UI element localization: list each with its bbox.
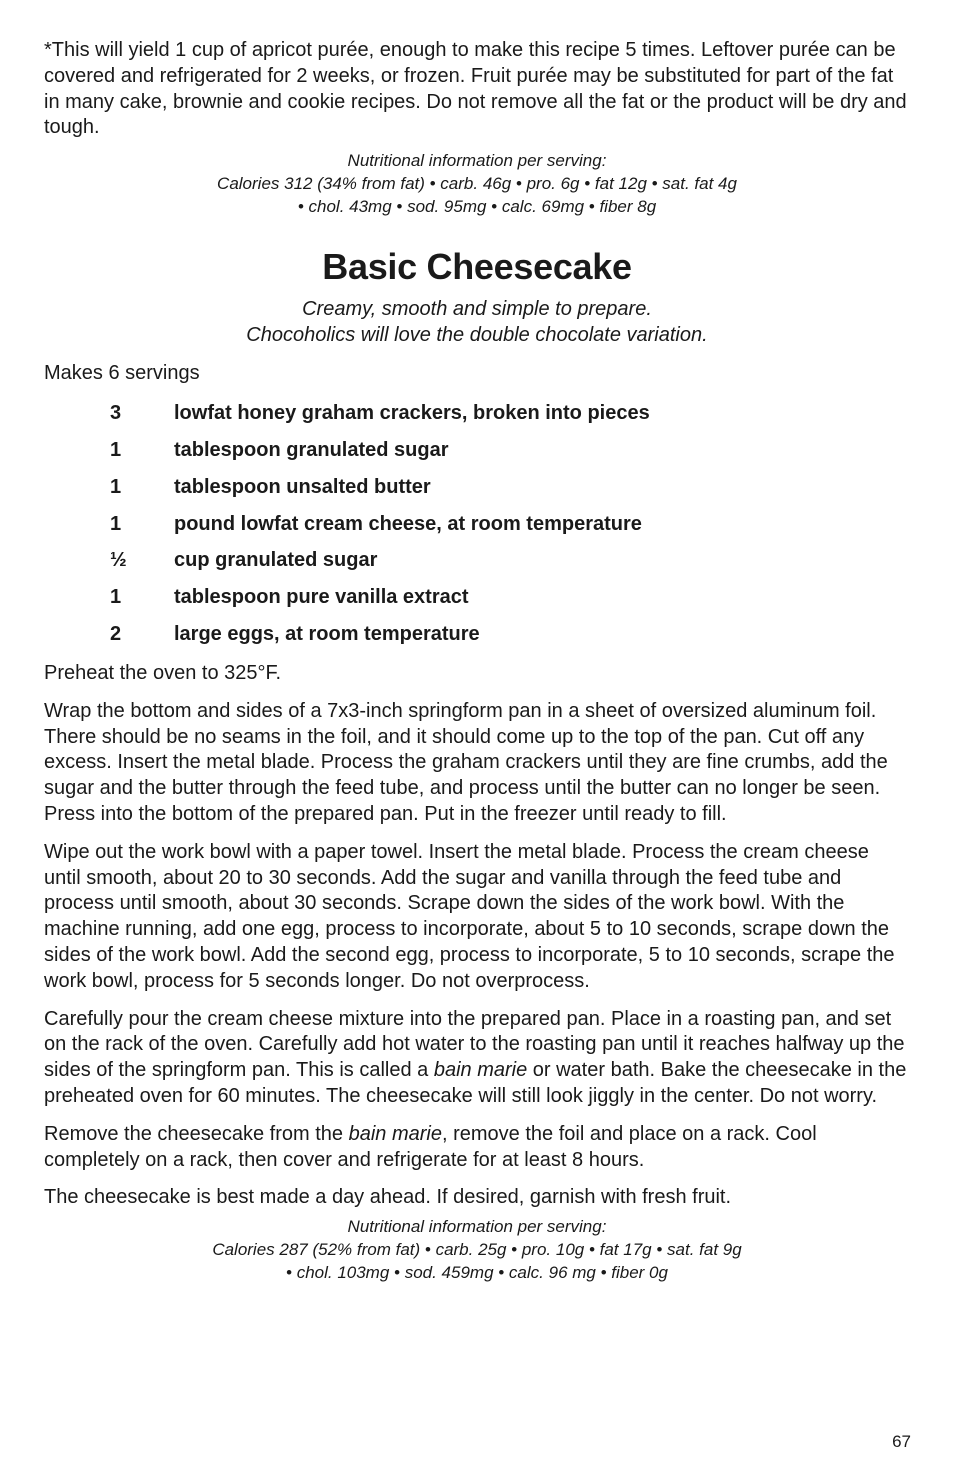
ingredient-name: pound lowfat cream cheese, at room temperature <box>174 512 642 535</box>
ingredient-qty: 2 <box>110 622 122 645</box>
step-wrap-pan: Wrap the bottom and sides of a 7x3-inch springform pan in a sheet of oversized aluminum foil. There should be no seams in the foil, and it should come up to the top of the pan. Cut off any excess. Insert the metal blade. Process the graham crackers until they are fine crumbs, add the sugar and the butter through the feed tube, and process until the butter can no longer be seen. Press into the bottom of the prepared pan. Put in the freezer until ready to fill. <box>44 699 888 825</box>
emphasis-term: bain marie <box>348 1122 442 1145</box>
ingredient-item <box>110 584 910 610</box>
ingredient-qty: 3 <box>110 402 122 425</box>
step-bake <box>44 1007 910 1110</box>
text-run: Carefully pour the cream cheese mixture into the prepared pan. Place in a roasting pan, and set on the rack of the oven. Carefully add hot water to the roasting pan until it reaches halfway up the sides of the springform pan. This is called a <box>44 1007 905 1082</box>
nutrition-line: Calories 287 (52% from fat) • carb. 25g • pro. 10g • fat 17g • sat. fat 9g <box>212 1240 742 1260</box>
nutrition-heading: Nutritional information per serving: <box>347 151 607 171</box>
ingredient-name: cup granulated sugar <box>174 549 378 572</box>
nutrition-line: • chol. 103mg • sod. 459mg • calc. 96 mg • fiber 0g <box>286 1263 668 1283</box>
nutrition-line: • chol. 43mg • sod. 95mg • calc. 69mg • fiber 8g <box>297 197 657 217</box>
subtitle-line: Chocoholics will love the double chocolate variation. <box>246 324 708 347</box>
nutrition-line: Calories 312 (34% from fat) • carb. 46g • pro. 6g • fat 12g • sat. fat 4g <box>217 174 737 194</box>
ingredient-qty: 1 <box>110 475 122 498</box>
step-process-filling: Wipe out the work bowl with a paper towel. Insert the metal blade. Process the cream cheese until smooth, about 20 to 30 seconds. Add the sugar and vanilla through the feed tube and process until smooth, about 30 seconds. Scrape down the sides of the work bowl. With the machine running, add one egg, process to incorporate, about 5 to 10 seconds, scrape down the sides of the work bowl. Add the second egg, process to incorporate, 5 to 10 seconds, scrape the work bowl, process for 5 seconds longer. Do not overprocess. <box>44 840 895 992</box>
recipe-page <box>44 38 910 1284</box>
ingredient-qty: 1 <box>110 586 122 609</box>
step-cool <box>44 1122 910 1174</box>
ingredient-name: tablespoon granulated sugar <box>174 438 449 461</box>
text-run: Remove the cheesecake from the <box>44 1122 349 1145</box>
ingredient-item <box>110 511 910 537</box>
ingredient-item <box>110 621 910 647</box>
nutrition-heading: Nutritional information per serving: <box>347 1217 607 1237</box>
ingredient-qty: 1 <box>110 438 122 461</box>
nutrition-info-bottom <box>44 1215 910 1284</box>
ingredient-item <box>110 547 910 573</box>
ingredient-item <box>110 437 910 463</box>
text-run: , remove the foil and place on a rack. Cool completely on a rack, then cover and refrigerate for at least 8 hours. <box>44 1122 817 1171</box>
servings-yield: Makes 6 servings <box>44 362 200 385</box>
ingredient-qty: ½ <box>110 549 127 572</box>
intro-note: *This will yield 1 cup of apricot purée, enough to make this recipe 5 times. Leftover purée can be covered and refrigerated for 2 weeks, or frozen. Fruit purée may be substituted for part of the fat in many cake, brownie and cookie recipes. Do not remove all the fat or the product will be dry and tough. <box>44 39 907 139</box>
recipe-subtitle <box>44 296 910 348</box>
ingredient-qty: 1 <box>110 512 122 535</box>
ingredient-name: large eggs, at room temperature <box>174 622 480 645</box>
ingredient-name: lowfat honey graham crackers, broken into pieces <box>174 402 650 425</box>
nutrition-info-top <box>44 149 910 218</box>
ingredient-item <box>110 474 910 500</box>
text-run: or water bath. Bake the cheesecake in the preheated oven for 60 minutes. The cheesecake will still look jiggly in the center. Do not worry. <box>44 1059 907 1107</box>
ingredient-name: tablespoon pure vanilla extract <box>174 586 469 609</box>
emphasis-term: bain marie <box>433 1059 528 1082</box>
ingredient-item <box>110 400 910 426</box>
subtitle-line: Creamy, smooth and simple to prepare. <box>302 298 652 321</box>
ingredient-name: tablespoon unsalted butter <box>174 475 431 498</box>
page-number: 67 <box>892 1432 911 1451</box>
recipe-title: Basic Cheesecake <box>322 246 632 288</box>
ingredient-list <box>110 400 910 647</box>
step-preheat: Preheat the oven to 325°F. <box>44 661 282 684</box>
step-serve: The cheesecake is best made a day ahead. If desired, garnish with fresh fruit. <box>44 1186 732 1209</box>
